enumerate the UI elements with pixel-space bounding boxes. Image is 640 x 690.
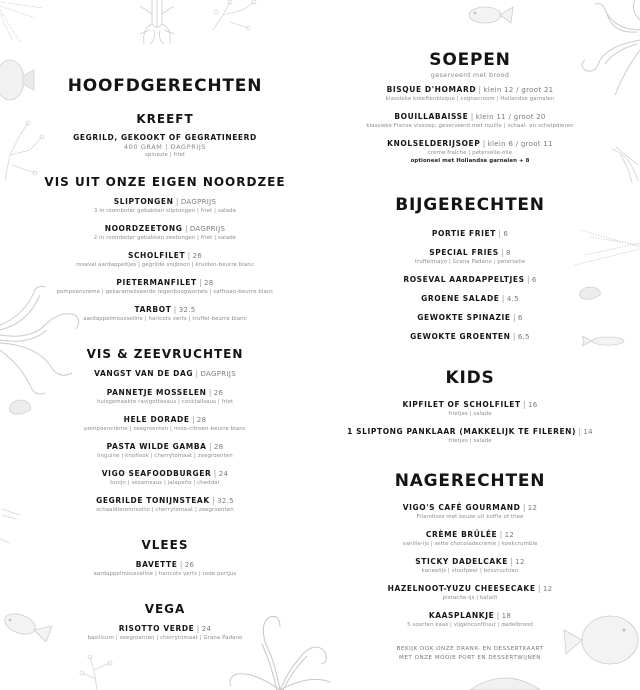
section-title-hoofdgerechten: HOOFDGERECHTEN (67, 76, 263, 96)
item-price: DAGPRIJS (200, 370, 236, 378)
item-description: kaneelijs | stoofpeer | bosvruchten (421, 568, 519, 574)
seaweed-illustration-top-left (0, 0, 45, 45)
item-price: DAGPRIJS (189, 225, 226, 233)
item-price: klein 11 / groot 20 (475, 113, 546, 121)
item-description: pompoencrème | zeegroenten | miso-citroen-beurre blanc (84, 426, 246, 432)
section-title-bijgerechten: BIJGERECHTEN (395, 195, 545, 215)
item-price: 24 (201, 625, 212, 633)
item-price: 6 (531, 276, 537, 284)
menu-item (340, 229, 600, 239)
item-price: 26 (184, 561, 195, 569)
menu-item (340, 85, 600, 103)
footer-note-line-1: BEKIJK OOK ONZE DRANK- EN DESSERTKAART (396, 646, 544, 652)
item-name: GEGRILD, GEKOOKT OF GEGRATINEERD (73, 133, 257, 142)
separator: | (578, 427, 582, 436)
item-name: HELE DORADE (123, 415, 190, 424)
item-price: 12 (504, 531, 515, 539)
separator: | (512, 332, 516, 341)
menu-item (40, 224, 290, 242)
menu-item (340, 584, 600, 602)
menu-item (340, 427, 600, 445)
item-price: 28 (196, 416, 207, 424)
subsection-title-zeevruchten: VIS & ZEEVRUCHTEN (86, 347, 244, 361)
item-price: klein 12 / groot 21 (483, 86, 554, 94)
item-description: aardappelmousseline | haricots verts | rode portjus (93, 571, 237, 577)
menu-item (340, 557, 600, 575)
menu-item (340, 275, 600, 285)
item-name: SPECIAL FRIES (429, 248, 499, 257)
item-price: 32.5 (178, 306, 196, 314)
item-description: schaaldierenrisotto | cherrytomaat | zeegroenten (96, 507, 234, 513)
subsection-title-vlees: VLEES (141, 538, 189, 552)
menu-item (40, 305, 290, 323)
item-name: GROENE SALADE (421, 294, 500, 303)
separator: | (523, 400, 526, 409)
item-price: 28 (204, 279, 214, 287)
separator: | (208, 442, 212, 451)
item-name: 1 SLIPTONG PANKLAAR (MAKKELIJK TE FILEREN) (347, 427, 577, 436)
menu-item (340, 248, 600, 266)
item-description: frietjes | salade (448, 411, 492, 417)
menu-item (340, 332, 600, 342)
item-price: 8 (506, 249, 511, 257)
item-name: ROSEVAL AARDAPPELTJES (403, 275, 525, 284)
item-name: BOUILLABAISSE (394, 112, 469, 121)
footer-note-line-2: MET ONZE MOOIE PORT EN DESSERTWIJNEN (399, 655, 541, 661)
separator: | (199, 278, 202, 287)
item-description: basilicum | zeegroenten | cherrytomaat | Grana Padano (87, 635, 243, 641)
menu-item (340, 139, 600, 165)
item-extra-option: optioneel met Hollandse garnalen + 8 (410, 158, 530, 164)
subsection-title-vega: VEGA (144, 602, 186, 616)
menu-item (40, 624, 290, 642)
subsection-title-noordzee: VIS UIT ONZE EIGEN NOORDZEE (44, 175, 286, 189)
item-name: KNOLSELDERIJSOEP (387, 139, 481, 148)
item-name: GEWOKTE SPINAZIE (417, 313, 511, 322)
separator: | (173, 305, 177, 314)
separator: | (478, 85, 482, 94)
menu-item (40, 197, 290, 215)
menu-item (40, 369, 290, 379)
shrimp-illustration-left (0, 505, 24, 545)
item-price: 24 (218, 470, 229, 478)
item-price: 6 (503, 230, 509, 238)
separator: | (184, 224, 188, 233)
item-name: PORTIE FRIET (431, 229, 496, 238)
menu-item (40, 415, 290, 433)
item-price: 32.5 (217, 497, 234, 505)
separator: | (187, 251, 191, 260)
item-description: spinazie | friet (145, 152, 185, 158)
separator: | (208, 388, 212, 397)
item-name: VANGST VAN DE DAG (94, 369, 194, 378)
menu-item (40, 278, 290, 296)
menu-item (340, 530, 600, 548)
item-description: vanille-ijs | witte chocoladecrème | koekcrumble (402, 541, 538, 547)
drinks-dessert-card-note (340, 645, 600, 663)
separator: | (510, 557, 513, 566)
menu-item (40, 251, 290, 269)
separator: | (175, 197, 179, 206)
item-name: GEGRILDE TONIJNSTEAK (96, 496, 210, 505)
item-name: RISOTTO VERDE (118, 624, 195, 633)
item-name: NOORDZEETONG (104, 224, 183, 233)
item-name: HAZELNOOT-YUZU CHEESECAKE (387, 584, 536, 593)
item-description: roseval aardappeltjes | gegrilde snijboon | kruiden-beurre blanc (76, 262, 254, 268)
item-price: 4.5 (506, 295, 519, 303)
menu-item (340, 611, 600, 629)
separator: | (498, 229, 501, 238)
item-name: SLIPTONGEN (113, 197, 174, 206)
item-price: 12 (515, 558, 525, 566)
item-name: KIPFILET OF SCHOLFILET (402, 400, 521, 409)
item-description: truffelmayo | Grana Padano | peterselie (414, 259, 526, 265)
separator: | (213, 469, 217, 478)
separator: | (192, 415, 195, 424)
separator: | (526, 275, 530, 284)
oyster-illustration-left (8, 398, 34, 416)
item-price: 6.5 (517, 333, 530, 341)
item-name: STICKY DADELCAKE (415, 557, 508, 566)
item-price: 28 (213, 443, 224, 451)
section-title-soepen: SOEPEN (429, 50, 511, 70)
separator: | (499, 530, 503, 539)
item-description: tonijn | sesamsaus | jalapeño | cheddar (110, 480, 220, 486)
separator: | (501, 294, 505, 303)
item-price: klein 6 / groot 11 (487, 140, 553, 148)
subsection-title-kreeft: KREEFT (136, 112, 194, 126)
crab-illustration-bottom-right (460, 672, 550, 690)
item-name: VIGO'S CAFÉ GOURMAND (402, 503, 521, 512)
item-price: 18 (501, 612, 512, 620)
menu-item (40, 496, 290, 514)
section-note: geserveerd met brood (430, 71, 510, 79)
menu-item (340, 400, 600, 418)
menu-left-column (40, 76, 290, 642)
menu-item (340, 112, 600, 130)
item-name: KAASPLANKJE (428, 611, 495, 620)
item-name: VIGO SEAFOODBURGER (101, 469, 212, 478)
item-name: PIETERMANFILET (116, 278, 197, 287)
separator: | (522, 503, 526, 512)
menu-item (40, 388, 290, 406)
separator: | (470, 112, 474, 121)
item-description: 3 in roomboter gebakken sliptongen | friet | salade (93, 208, 237, 214)
item-name: PASTA WILDE GAMBA (106, 442, 207, 451)
item-price: 16 (528, 401, 538, 409)
flatfish-illustration-left (0, 58, 36, 106)
item-description: pompoencrème | gekarameliseerde regenboogwortels | saffraan-beurre blanc (56, 289, 274, 295)
menu-item (40, 469, 290, 487)
item-name: BAVETTE (135, 560, 178, 569)
item-price: 26 (213, 389, 224, 397)
item-price: 12 (527, 504, 538, 512)
lobster-illustration-top (136, 0, 178, 48)
item-price: 12 (542, 585, 553, 593)
item-description: 2 in roomboter gebakken zeetongen | friet | salade (93, 235, 237, 241)
separator: | (513, 313, 516, 322)
item-description: huisgemaakte ravigottesaus | cocktailsaus | friet (96, 399, 234, 405)
item-name: GEWOKTE GROENTEN (410, 332, 511, 341)
item-price: 14 (583, 428, 593, 436)
menu-item (340, 503, 600, 521)
item-description: 5 soorten kaas | vijgenconfituur | dadelbrood (407, 622, 533, 628)
item-name: TARBOT (134, 305, 172, 314)
seaweed-illustration-bottom (72, 655, 122, 690)
fish-illustration-top-right (465, 2, 515, 28)
menu-item (340, 313, 600, 323)
section-title-kids: KIDS (445, 368, 495, 388)
item-description: Friandises met keuze uit koffie of thee (416, 514, 524, 520)
separator: | (179, 560, 183, 569)
separator: | (501, 248, 504, 257)
item-portion: 400 GRAM | DAGPRIJS (123, 143, 207, 151)
item-name: SCHOLFILET (127, 251, 186, 260)
item-name: CRÈME BRÛLÉE (425, 530, 498, 539)
item-name: PANNETJE MOSSELEN (106, 388, 207, 397)
separator: | (482, 139, 486, 148)
item-description: linguine | knoflook | cherrytomaat | zeegroenten (97, 453, 233, 459)
item-price: DAGPRIJS (180, 198, 217, 206)
separator: | (537, 584, 541, 593)
menu-item (40, 133, 290, 159)
separator: | (496, 611, 500, 620)
seaweed-illustration-top-center (208, 0, 258, 32)
item-description: frietjes | salade (448, 438, 492, 444)
menu-item (340, 294, 600, 304)
menu-right-column (340, 50, 600, 663)
item-price: 26 (192, 252, 203, 260)
item-price: 6 (517, 314, 523, 322)
separator: | (212, 496, 215, 505)
shrimp-illustration-right (610, 145, 640, 185)
item-description: klassieke Franse vissoep, geserveerd met rouille | schaal- en schelpdieren (366, 123, 574, 129)
separator: | (196, 624, 200, 633)
item-name: BISQUE D'HOMARD (386, 85, 477, 94)
item-description: pistache-ijs | kataifi (442, 595, 498, 601)
item-description: aardappelmousseline | haricots verts | truffel-beurre blanc (83, 316, 247, 322)
menu-item (40, 442, 290, 460)
separator: | (195, 369, 199, 378)
menu-item (40, 560, 290, 578)
item-description: klassieke kreeftenbisque | cognacroom | Hollandse garnalen (385, 96, 555, 102)
section-title-nagerechten: NAGERECHTEN (394, 471, 546, 491)
item-description: crème fraîche | peterselie-olie (427, 150, 513, 156)
